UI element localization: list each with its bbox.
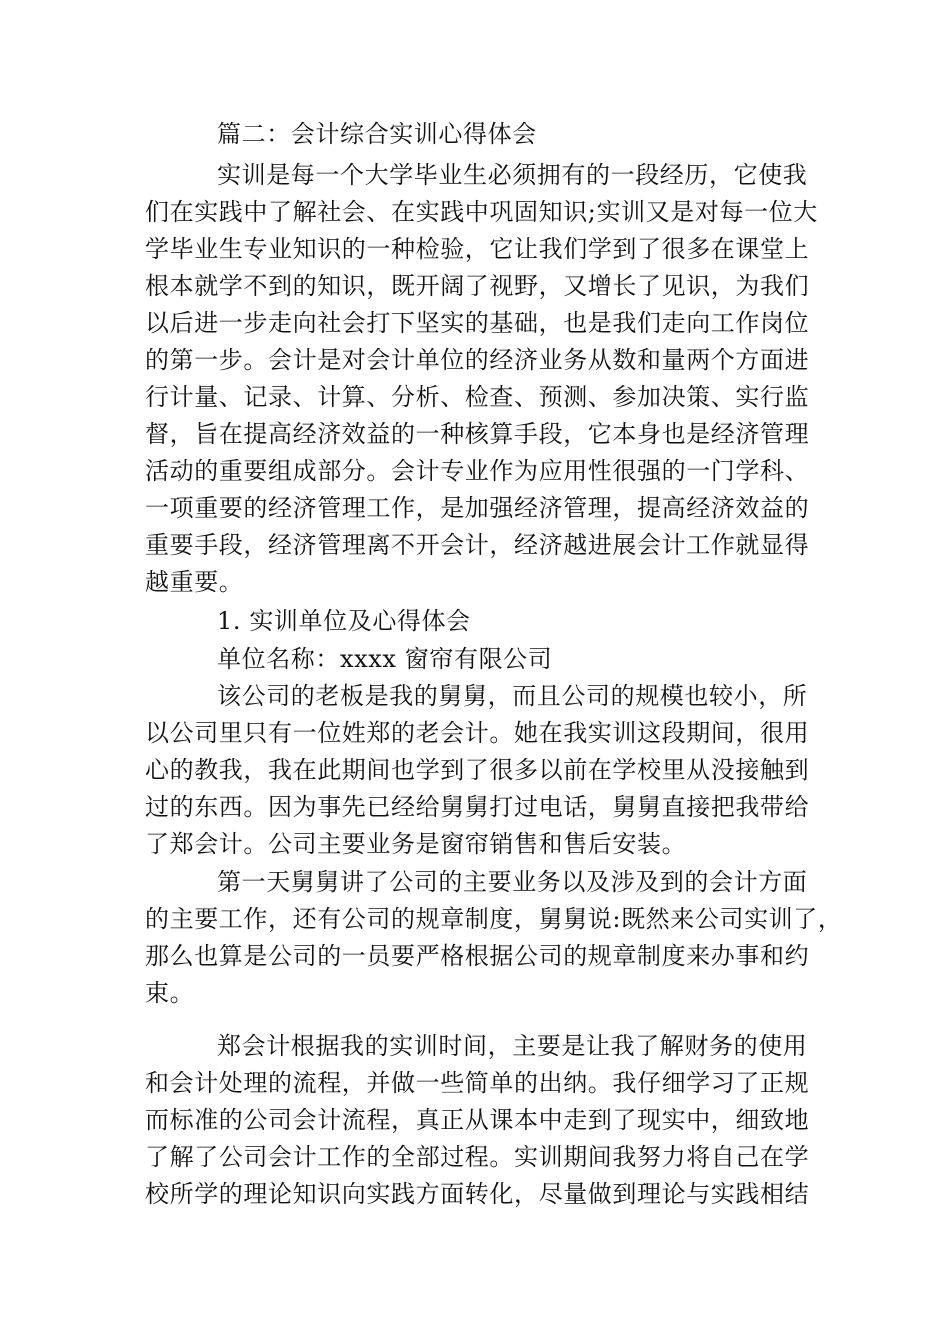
unit-name: 单位名称：xxxx 窗帘有限公司: [217, 645, 553, 673]
text-line: 第一天舅舅讲了公司的主要业务以及涉及到的会计方面: [217, 868, 808, 896]
text-line: 一项重要的经济管理工作，是加强经济管理，提高经济效益的: [145, 494, 810, 522]
text-line: 心的教我，我在此期间也学到了很多以前在学校里从没接触到: [145, 756, 810, 784]
text-line: 重要手段，经济管理离不开会计，经济越进展会计工作就显得: [145, 531, 810, 559]
text-line: 那么也算是公司的一员要严格根据公司的规章制度来办事和约: [145, 942, 810, 970]
subheading: 1. 实训单位及心得体会: [217, 607, 471, 635]
text-line: 校所学的理论知识向实践方面转化，尽量做到理论与实践相结: [145, 1180, 810, 1208]
text-line: 束。: [145, 979, 195, 1007]
text-line: 活动的重要组成部分。会计专业作为应用性很强的一门学科、: [145, 457, 810, 485]
section-title: 篇二：会计综合实训心得体会: [217, 120, 537, 148]
text-line: 学毕业生专业知识的一种检验，它让我们学到了很多在课堂上: [145, 235, 810, 263]
text-line: 根本就学不到的知识，既开阔了视野，又增长了见识，为我们: [145, 272, 810, 300]
text-line: 实训是每一个大学毕业生必须拥有的一段经历，它使我: [217, 161, 808, 189]
text-line: 而标准的公司会计流程，真正从课本中走到了现实中，细致地: [145, 1106, 810, 1134]
text-line: 郑会计根据我的实训时间，主要是让我了解财务的使用: [217, 1032, 808, 1060]
text-line: 了郑会计。公司主要业务是窗帘销售和售后安装。: [145, 830, 687, 858]
text-line: 该公司的老板是我的舅舅，而且公司的规模也较小，所: [217, 682, 808, 710]
text-line: 和会计处理的流程，并做一些简单的出纳。我仔细学习了正规: [145, 1069, 810, 1097]
text-line: 以后进一步走向社会打下坚实的基础，也是我们走向工作岗位: [145, 309, 810, 337]
text-line: 过的东西。因为事先已经给舅舅打过电话，舅舅直接把我带给: [145, 793, 810, 821]
text-line: 的主要工作，还有公司的规章制度，舅舅说:既然来公司实训了，: [145, 905, 843, 933]
text-line: 督，旨在提高经济效益的一种核算手段，它本身也是经济管理: [145, 420, 810, 448]
text-line: 行计量、记录、计算、分析、检查、预测、参加决策、实行监: [145, 383, 810, 411]
text-line: 们在实践中了解社会、在实践中巩固知识;实训又是对每一位大: [145, 198, 818, 226]
text-line: 以公司里只有一位姓郑的老会计。她在我实训这段期间，很用: [145, 719, 810, 747]
text-line: 越重要。: [145, 568, 244, 596]
text-line: 了解了公司会计工作的全部过程。实训期间我努力将自己在学: [145, 1143, 810, 1171]
text-line: 的第一步。会计是对会计单位的经济业务从数和量两个方面进: [145, 346, 810, 374]
